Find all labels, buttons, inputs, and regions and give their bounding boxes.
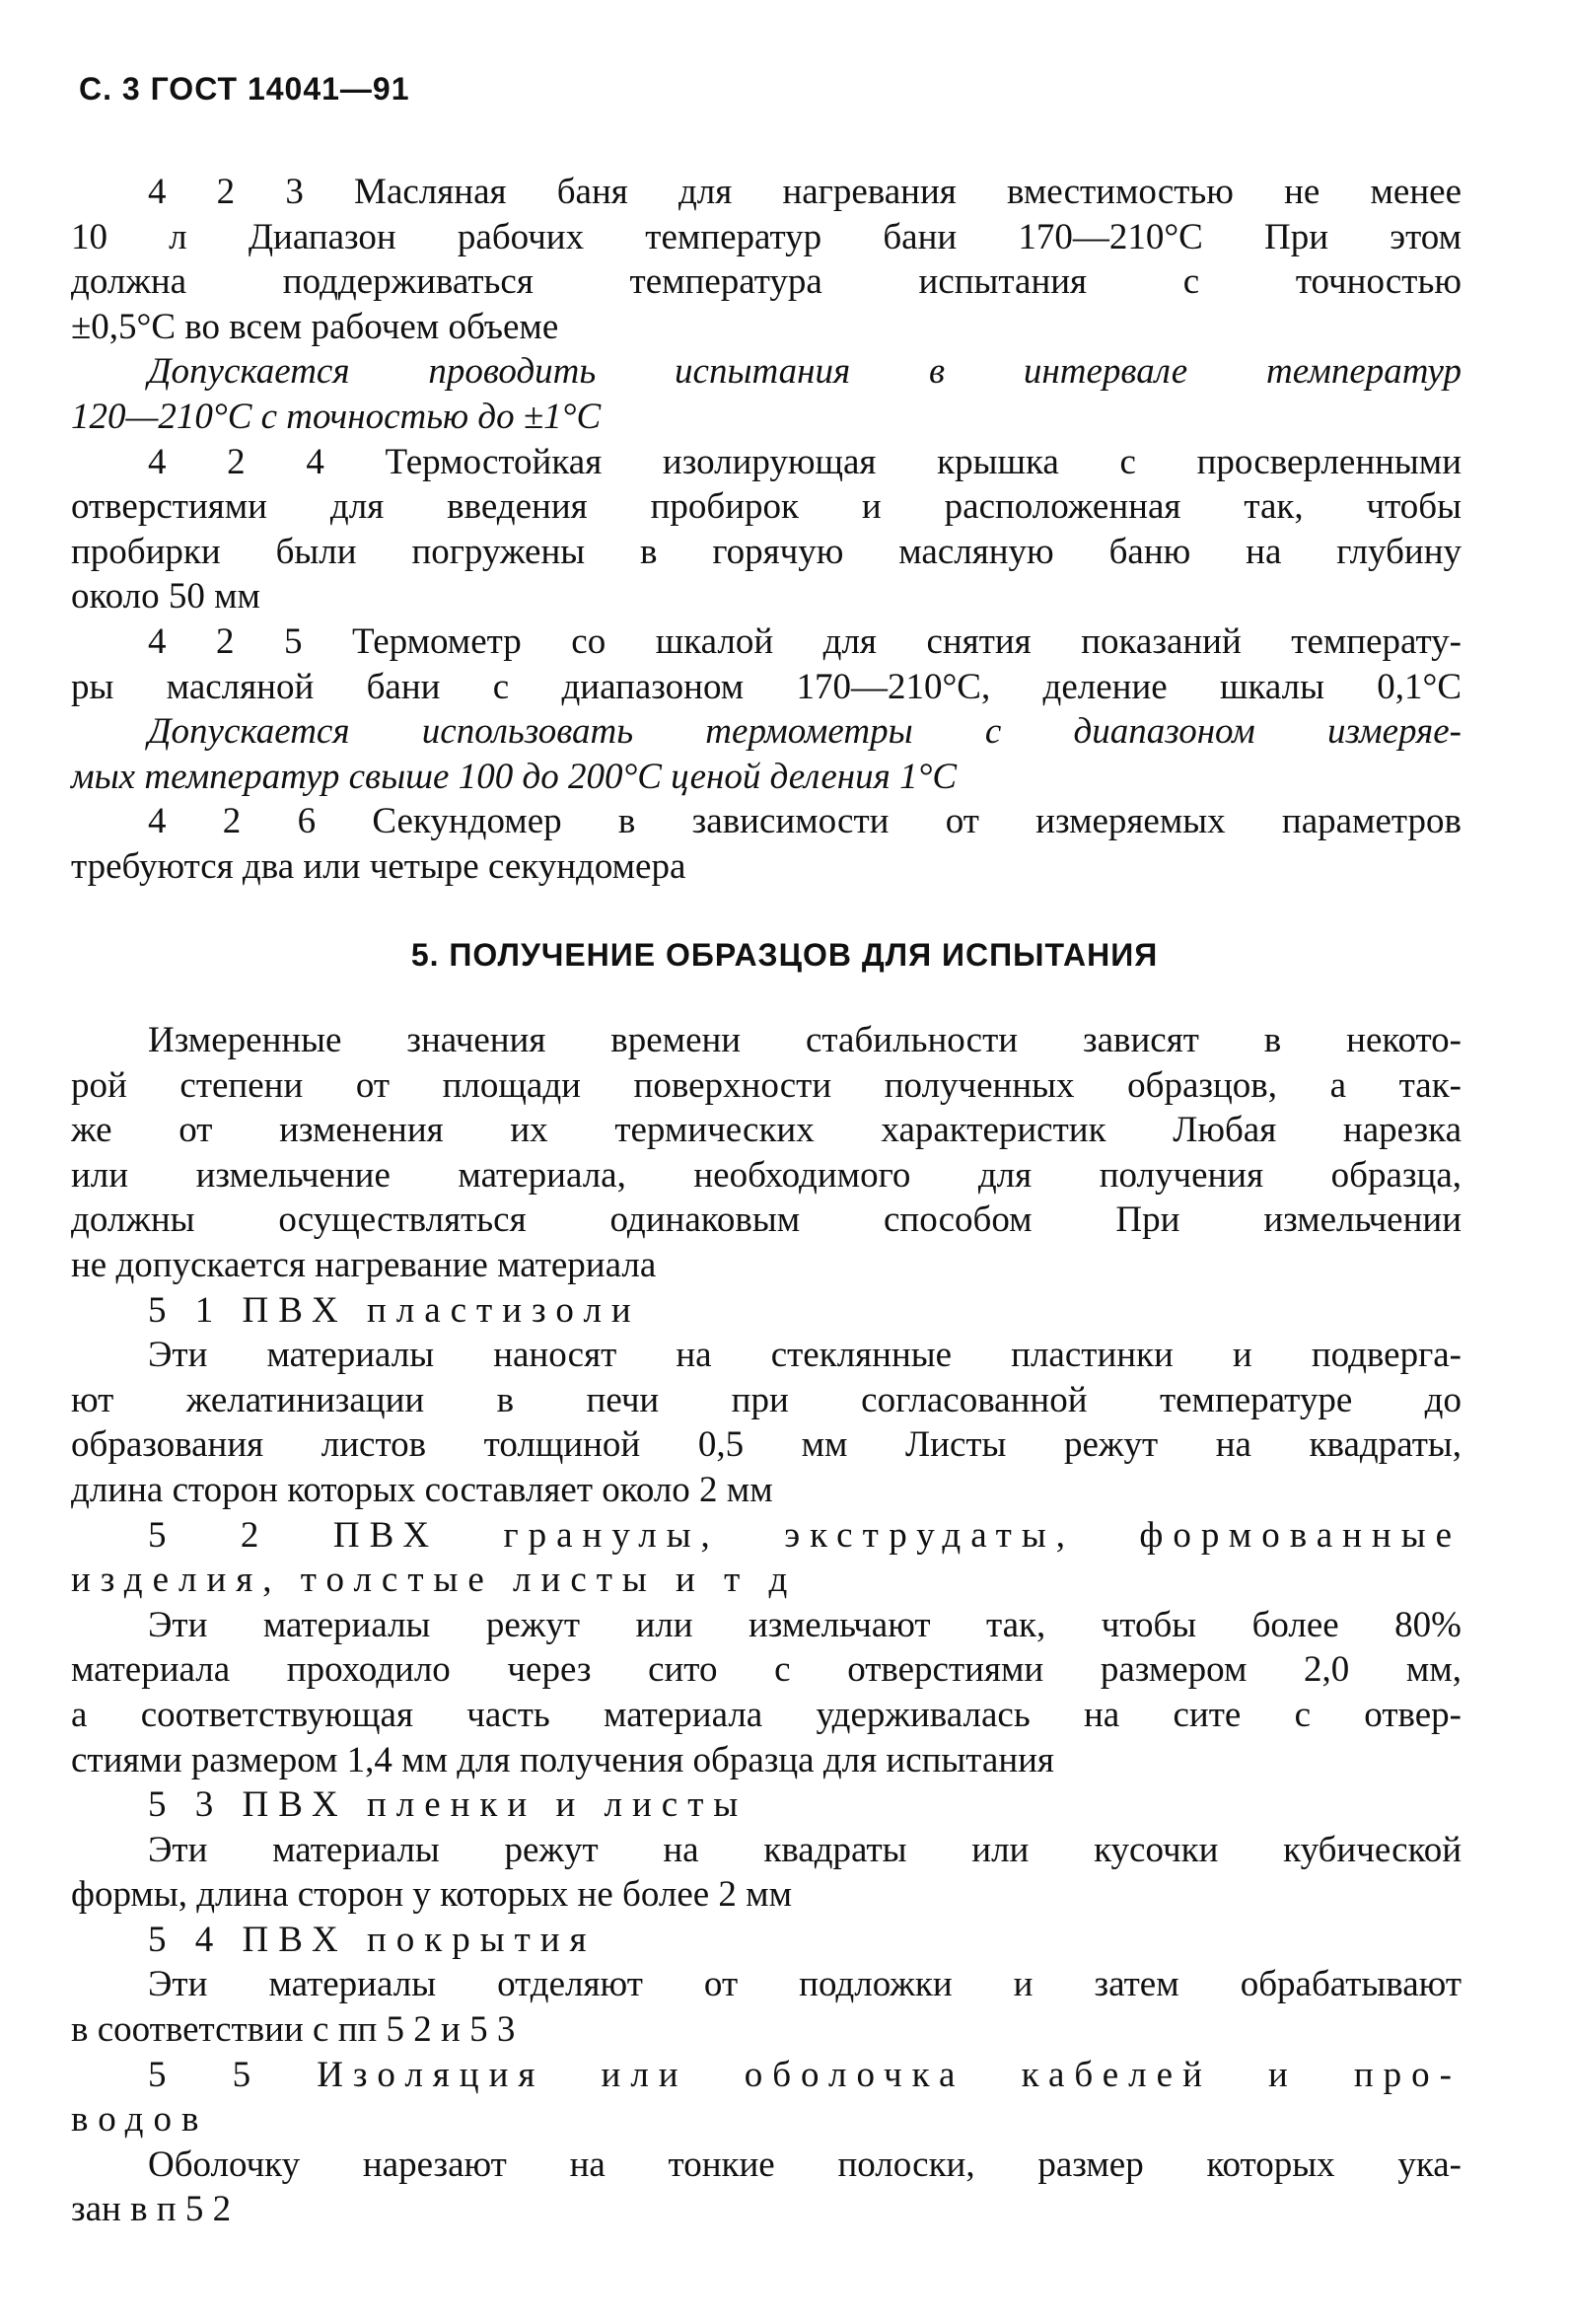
text-line: длина сторон которых составляет около 2 мм xyxy=(71,1469,773,1510)
text-line: Эти материалы наносят на стеклянные пластинки и подверга- xyxy=(148,1335,1462,1376)
section-title: 5. ПОЛУЧЕНИЕ ОБРАЗЦОВ ДЛЯ ИСПЫТАНИЯ xyxy=(410,937,1159,973)
text-line: в соответствии с пп 5 2 и 5 3 xyxy=(71,2009,516,2051)
text-line: образования листов толщиной 0,5 мм Листы режут на квадраты, xyxy=(71,1424,1462,1466)
clause-4-2-block xyxy=(71,170,1462,890)
text-line: 4 2 6 Секундомер в зависимости от измеряемых параметров xyxy=(148,801,1462,842)
text-line: Эти материалы режут или измельчают так, чтобы более 80% xyxy=(148,1604,1462,1645)
text-line: должна поддерживаться температура испытания с точностью xyxy=(71,261,1462,303)
text-line: не допускается нагревание материала xyxy=(71,1244,657,1285)
text-line: ют желатинизации в печи при согласованной температуре до xyxy=(71,1379,1462,1420)
text-line: или измельчение материала, необходимого для получения образца, xyxy=(71,1154,1462,1196)
note-line: 120—210°С с точностью до ±1°С xyxy=(71,396,602,437)
text-line: пробирки были погружены в горячую масляную баню на глубину xyxy=(71,531,1462,572)
text-line: требуются два или четыре секундомера xyxy=(71,845,686,887)
text-line: Оболочку нарезают на тонкие полоски, размер которых ука- xyxy=(148,2143,1462,2185)
text-line: Измеренные значения времени стабильности зависят в некото- xyxy=(148,1020,1462,1060)
text-line: зан в п 5 2 xyxy=(71,2189,232,2230)
text-line: а соответствующая часть материала удерживалась на сите с отвер- xyxy=(71,1694,1462,1735)
subsection-heading: изделия, толстые листы и т д xyxy=(71,1560,798,1601)
text-line: же от изменения их термических характеристик Любая нарезка xyxy=(71,1110,1462,1151)
text-line: Эти материалы режут на квадраты или кусочки кубической xyxy=(148,1829,1462,1870)
text-line: отверстиями для введения пробирок и расположенная так, чтобы xyxy=(71,486,1462,528)
note-line: Допускается использовать термометры с диапазоном измеряе- xyxy=(148,711,1462,753)
subsection-heading: 5 5 Изоляция или оболочка кабелей и про- xyxy=(148,2054,1462,2095)
text-line: 4 2 4 Термостойкая изолирующая крышка с просверленными xyxy=(148,441,1462,482)
text-line: рой степени от площади поверхности полученных образцов, а так- xyxy=(71,1064,1462,1106)
text-line: стиями размером 1,4 мм для получения образца для испытания xyxy=(71,1739,1054,1780)
text-line: формы, длина сторон у которых не более 2 мм xyxy=(71,1874,793,1916)
page-header: С. 3 ГОСТ 14041—91 xyxy=(79,71,410,107)
subsection-heading: 5 3 ПВХ пленки и листы xyxy=(148,1784,749,1826)
text-line: Эти материалы отделяют от подложки и затем обрабатывают xyxy=(148,1964,1462,2005)
subsection-heading: 5 4 ПВХ покрытия xyxy=(148,1919,597,1960)
section-5-block xyxy=(71,1018,1462,2232)
text-line: материала проходило через сито с отверстиями размером 2,0 мм, xyxy=(71,1649,1462,1691)
note-line: мых температур свыше 100 до 200°С ценой деления 1°С xyxy=(71,756,958,797)
text-line: 4 2 3 Масляная баня для нагревания вместимостью не менее xyxy=(148,172,1462,212)
text-line: ±0,5°С во всем рабочем объеме xyxy=(71,306,559,347)
text-line: 4 2 5 Термометр со шкалой для снятия показаний температу- xyxy=(148,620,1462,662)
text-line: около 50 мм xyxy=(71,576,260,617)
text-line: 10 л Диапазон рабочих температур бани 170—210°С При этом xyxy=(71,216,1462,257)
note-line: Допускается проводить испытания в интервале температур xyxy=(148,351,1462,393)
text-line: ры масляной бани с диапазоном 170—210°С, деление шкалы 0,1°С xyxy=(71,666,1462,707)
text-line: должны осуществляться одинаковым способом При измельчении xyxy=(71,1199,1462,1241)
subsection-heading: водов xyxy=(71,2099,209,2141)
subsection-heading: 5 2 ПВХ гранулы, экструдаты, формованные xyxy=(148,1514,1462,1556)
subsection-heading: 5 1 ПВХ пластизоли xyxy=(148,1289,641,1331)
